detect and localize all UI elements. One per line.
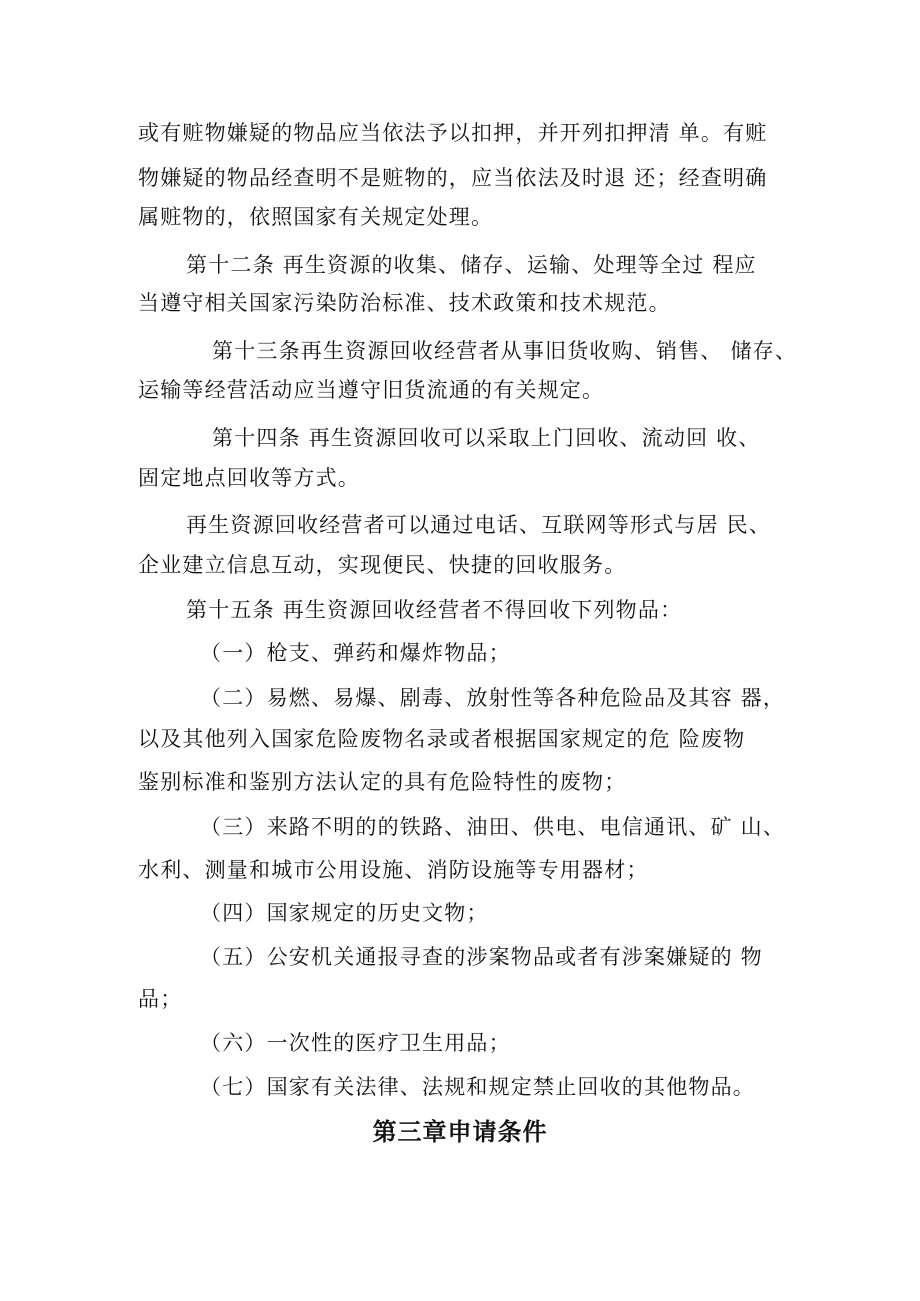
text-line-4: 第十二条 再生资源的收集、储存、运输、处理等全过 程应 (186, 253, 757, 277)
text-line-10: 再生资源回收经营者可以通过电话、互联网等形式与居 民、 (186, 513, 772, 537)
text-line-15: 以及其他列入国家危险废物名录或者根据国家规定的危 险废物 (138, 727, 746, 751)
text-line-19: （四）国家规定的历史文物； (200, 901, 489, 925)
text-line-1: 或有赃物嫌疑的物品应当依法予以扣押，并开列扣押清 单。有赃 (138, 121, 768, 145)
chapter-heading: 第三章申请条件 (372, 1118, 548, 1146)
text-line-20: （五）公安机关通报寻查的涉案物品或者有涉案嫌疑的 物 (200, 945, 763, 969)
text-line-12: 第十五条 再生资源回收经营者不得回收下列物品： (186, 598, 683, 622)
text-line-6: 第十三条再生资源回收经营者从事旧货收购、销售、 储存、 (212, 339, 798, 363)
text-line-11: 企业建立信息互动，实现便民、快捷的回收服务。 (138, 553, 627, 577)
text-line-16: 鉴别标准和鉴别方法认定的具有危险特性的废物； (138, 770, 627, 794)
text-line-22: （六）一次性的医疗卫生用品； (200, 1031, 511, 1055)
text-line-13: （一）枪支、弹药和爆炸物品； (200, 641, 511, 665)
text-line-7: 运输等经营活动应当遵守旧货流通的有关规定。 (138, 378, 605, 402)
text-line-17: （三）来路不明的的铁路、油田、供电、电信通讯、矿 山、 (200, 815, 786, 839)
text-line-23: （七）国家有关法律、法规和规定禁止回收的其他物品。 (200, 1075, 755, 1099)
text-line-8: 第十四条 再生资源回收可以采取上门回收、流动回 收、 (212, 426, 761, 450)
text-line-2: 物嫌疑的物品经查明不是赃物的，应当依法及时退 还；经查明确 (138, 166, 768, 190)
text-line-14: （二）易燃、易爆、剧毒、放射性等各种危险品及其容 器， (200, 686, 786, 710)
text-line-9: 固定地点回收等方式。 (138, 466, 360, 490)
text-line-21: 品； (138, 987, 183, 1011)
text-line-18: 水利、测量和城市公用设施、消防设施等专用器材； (138, 858, 649, 882)
text-line-5: 当遵守相关国家污染防治标准、技术政策和技术规范。 (138, 291, 671, 315)
text-line-3: 属赃物的，依照国家有关规定处理。 (138, 205, 494, 229)
